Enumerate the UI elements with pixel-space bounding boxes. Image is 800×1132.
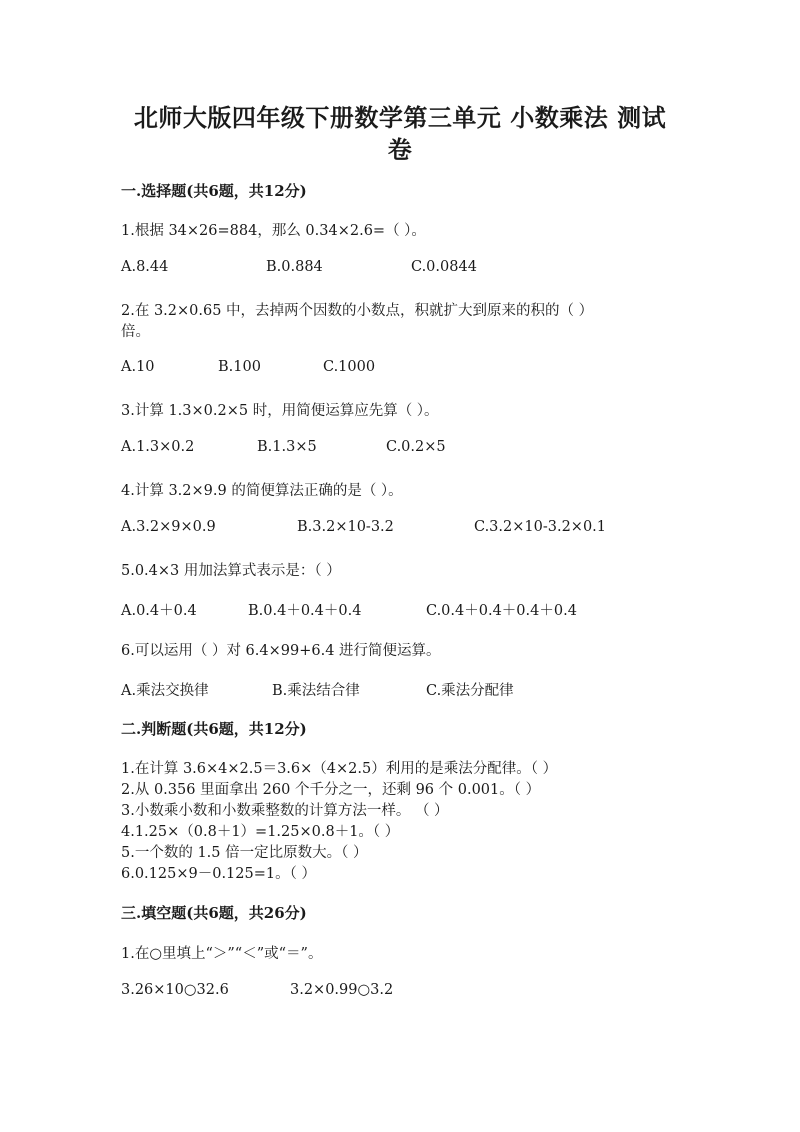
- question-text: 6.可以运用（ ）对 6.4×99+6.4 进行简便运算。: [121, 643, 441, 659]
- list-item: 4.1.25×（0.8＋1）=1.25×0.8＋1。（ ）: [121, 824, 400, 840]
- page-title-line2: 卷: [387, 135, 413, 164]
- list-item: 5.一个数的 1.5 倍一定比原数大。（ ）: [121, 845, 368, 861]
- option-c: C.乘法分配律: [426, 683, 514, 699]
- question-text-continued: 倍。: [121, 324, 150, 340]
- option-a: A.0.4＋0.4: [121, 603, 197, 619]
- page-title-line1: 北师大版四年级下册数学第三单元 小数乘法 测试: [133, 103, 667, 132]
- list-item: 2.从 0.356 里面拿出 260 个千分之一，还剩 96 个 0.001。（ ）: [121, 782, 541, 798]
- option-c: C.0.0844: [411, 259, 477, 275]
- option-a: A.10: [121, 359, 155, 375]
- option-c: C.0.4＋0.4＋0.4＋0.4: [426, 603, 577, 619]
- question-text: 4.计算 3.2×9.9 的简便算法正确的是（ ）。: [121, 483, 403, 499]
- section-heading-choice: 一.选择题(共6题，共12分): [121, 182, 307, 200]
- list-item: 3.小数乘小数和小数乘整数的计算方法一样。 （ ）: [121, 803, 449, 819]
- question-text: 5.0.4×3 用加法算式表示是：（ ）: [121, 563, 341, 579]
- option-a: A.乘法交换律: [121, 683, 209, 699]
- question-text: 1.在○里填上“＞”“＜”或“＝”。: [121, 946, 323, 962]
- list-item: 6.0.125×9－0.125=1。（ ）: [121, 866, 316, 882]
- question-text: 1.根据 34×26=884，那么 0.34×2.6=（ ）。: [121, 223, 426, 239]
- list-item: 1.在计算 3.6×4×2.5＝3.6×（4×2.5）利用的是乘法分配律。（ ）: [121, 761, 558, 777]
- comparison-item: 3.26×10○32.6: [121, 982, 229, 998]
- option-b: B.乘法结合律: [272, 683, 360, 699]
- option-b: B.3.2×10-3.2: [297, 519, 394, 535]
- question-text: 3.计算 1.3×0.2×5 时，用简便运算应先算（ ）。: [121, 403, 439, 419]
- section-heading-judgment: 二.判断题(共6题，共12分): [121, 720, 307, 738]
- option-a: A.8.44: [121, 259, 169, 275]
- option-c: C.3.2×10-3.2×0.1: [474, 519, 607, 535]
- option-c: C.0.2×5: [386, 439, 446, 455]
- option-b: B.1.3×5: [257, 439, 317, 455]
- option-b: B.0.4＋0.4＋0.4: [248, 603, 362, 619]
- comparison-item: 3.2×0.99○3.2: [290, 982, 394, 998]
- option-a: A.3.2×9×0.9: [121, 519, 216, 535]
- option-b: B.0.884: [266, 259, 323, 275]
- option-b: B.100: [218, 359, 261, 375]
- section-heading-fill: 三.填空题(共6题，共26分): [121, 904, 307, 922]
- option-c: C.1000: [323, 359, 376, 375]
- option-a: A.1.3×0.2: [121, 439, 195, 455]
- question-text: 2.在 3.2×0.65 中，去掉两个因数的小数点，积就扩大到原来的积的（ ）: [121, 303, 594, 319]
